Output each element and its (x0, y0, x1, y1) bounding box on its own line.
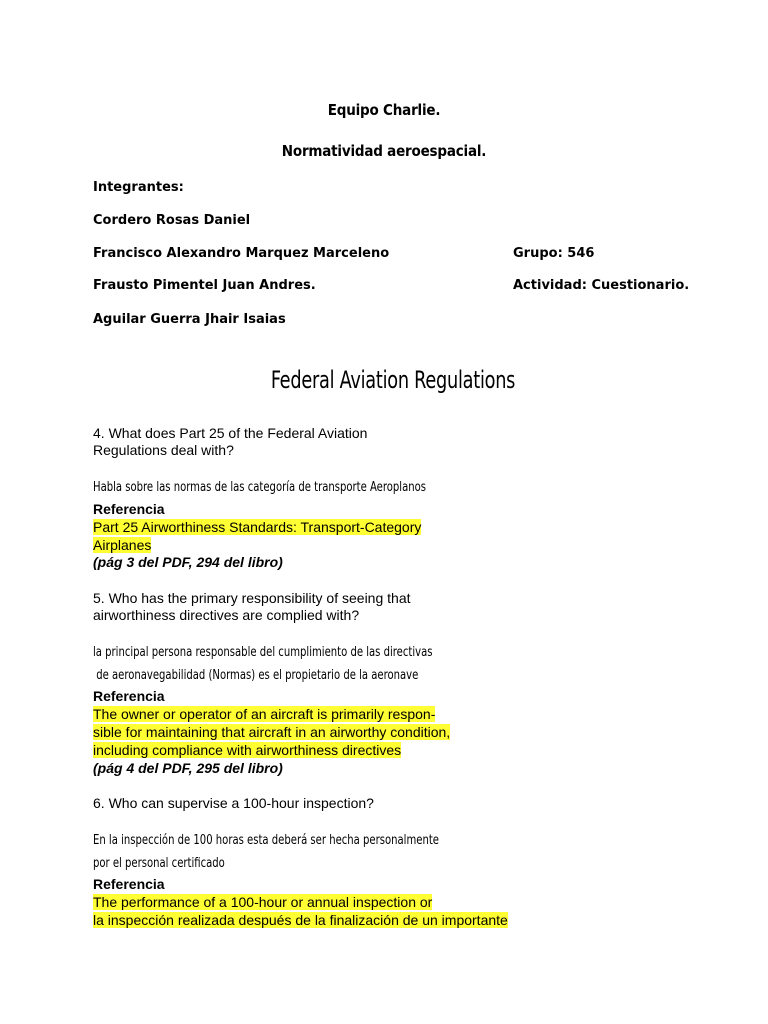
reference-label-5: Referencia (93, 688, 165, 704)
answer-6-line-1: En la inspección de 100 horas esta deberá ser hecha personalmente (93, 833, 439, 848)
group-label: Grupo: 546 (513, 246, 595, 261)
activity-label: Actividad: Cuestionario. (513, 278, 690, 293)
reference-label-4: Referencia (93, 501, 165, 517)
quote-line: Part 25 Airworthiness Standards: Transport-Category (93, 519, 422, 535)
team-title: Equipo Charlie. (327, 101, 441, 119)
member-1: Cordero Rosas Daniel (93, 213, 251, 228)
quote-6 (93, 893, 508, 929)
member-3: Frausto Pimentel Juan Andres. (93, 278, 316, 293)
answer-4: Habla sobre las normas de las categoría de transporte Aeroplanos (93, 480, 427, 495)
page-title: Federal Aviation Regulations (270, 366, 516, 394)
members-label: Integrantes: (93, 180, 184, 195)
question-5 (93, 590, 411, 624)
quote-5 (93, 705, 450, 759)
quote-line: The owner or operator of an aircraft is primarily respon- (93, 706, 436, 722)
question-line: 5. Who has the primary responsibility of seeing that (93, 590, 411, 606)
question-line: 4. What does Part 25 of the Federal Aviation (93, 425, 368, 441)
question-line: 6. Who can supervise a 100-hour inspection? (93, 795, 374, 811)
quote-line: la inspección realizada después de la finalización de un importante (93, 912, 508, 928)
member-4: Aguilar Guerra Jhair Isaias (93, 312, 286, 327)
question-line: Regulations deal with? (93, 442, 234, 458)
answer-6-line-2: por el personal certificado (93, 856, 225, 871)
source-5: (pág 4 del PDF, 295 del libro) (93, 760, 283, 776)
question-4 (93, 425, 367, 459)
answer-5-line-1: la principal persona responsable del cumplimiento de las directivas (93, 645, 433, 660)
quote-4 (93, 518, 421, 554)
quote-line: including compliance with airworthiness directives (93, 742, 402, 758)
question-6 (93, 795, 374, 812)
member-2: Francisco Alexandro Marquez Marceleno (93, 246, 390, 261)
subject-title: Normatividad aeroespacial. (281, 142, 487, 160)
quote-line: sible for maintaining that aircraft in an airworthy condition, (93, 724, 451, 740)
quote-line: Airplanes (93, 537, 152, 553)
question-line: airworthiness directives are complied with? (93, 607, 360, 623)
answer-5-line-2: de aeronavegabilidad (Normas) es el propietario de la aeronave (93, 668, 419, 683)
source-4: (pág 3 del PDF, 294 del libro) (93, 554, 283, 570)
reference-label-6: Referencia (93, 876, 165, 892)
quote-line: The performance of a 100-hour or annual inspection or (93, 894, 433, 910)
